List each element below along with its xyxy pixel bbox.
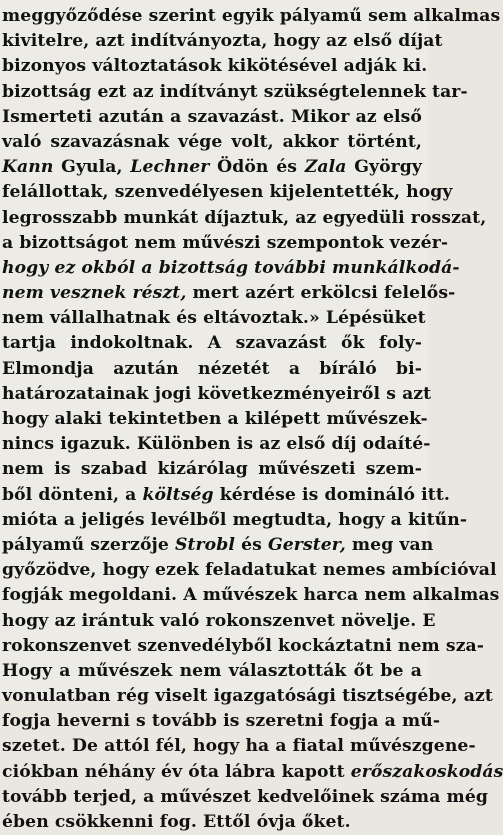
text-run: és bbox=[235, 534, 268, 555]
text-line bbox=[0, 155, 422, 180]
text-run: győzödve, hogy ezek feladatukat nemes ambícióval bbox=[2, 560, 497, 581]
article-column bbox=[0, 4, 503, 832]
text-line bbox=[0, 583, 500, 608]
text-line bbox=[0, 558, 497, 583]
text-run: legrosszabb munkát díjaztuk, az egyedüli rosszat, bbox=[2, 207, 487, 228]
text-line bbox=[0, 357, 422, 382]
text-run: kérdése is domináló itt. bbox=[213, 484, 450, 505]
text-line bbox=[0, 256, 460, 281]
text-line bbox=[0, 206, 487, 231]
text-run: bizonyos változtatások kikötésével adják ki. bbox=[2, 56, 428, 77]
text-line bbox=[0, 4, 501, 29]
text-run: határozatainak jogi következményeiről s azt bbox=[2, 383, 432, 404]
text-run: mert azért erkölcsi felelős- bbox=[186, 283, 456, 304]
text-line bbox=[0, 80, 468, 105]
italic-text-run: Strobl bbox=[174, 534, 235, 555]
text-run: meggyőződése szerint egyik pályamű sem alkalmas bbox=[2, 6, 501, 26]
text-run: meg van bbox=[345, 534, 434, 555]
text-run: a bizottságot nem művészi szempontok vezér- bbox=[2, 232, 449, 253]
text-line bbox=[0, 130, 422, 155]
text-run: Gyula, bbox=[53, 157, 131, 178]
text-run: fogják megoldani. A művészek harca nem alkalmas bbox=[2, 585, 500, 606]
text-run: ében csökkenni fog. Ettől óvja őket. bbox=[2, 812, 351, 832]
text-run: mióta a jeligés levélből megtudta, hogy a kitűn- bbox=[2, 509, 468, 530]
text-line bbox=[0, 533, 434, 558]
text-line bbox=[0, 29, 443, 54]
text-line bbox=[0, 382, 432, 407]
text-line bbox=[0, 407, 428, 432]
text-line bbox=[0, 734, 476, 759]
text-line bbox=[0, 231, 449, 256]
text-line bbox=[0, 281, 456, 306]
text-line bbox=[0, 785, 488, 810]
italic-text-run: hogy ez okból a bizottság további munkálkodá- bbox=[2, 257, 460, 278]
text-line bbox=[0, 659, 422, 684]
text-line bbox=[0, 54, 428, 79]
text-run: Ödön és bbox=[209, 157, 305, 178]
italic-text-run: Lechner bbox=[130, 157, 210, 178]
text-run: pályamű szerzője bbox=[2, 534, 175, 555]
text-run: Ismerteti azután a szavazást. Mikor az első bbox=[2, 106, 422, 127]
text-line bbox=[0, 634, 485, 659]
italic-text-run: Gerster, bbox=[267, 534, 346, 555]
text-run: hogy alaki tekintetben a kilépett művészek- bbox=[2, 409, 428, 429]
text-run: vonulatban rég viselt igazgatósági tisztségébe, azt bbox=[2, 686, 493, 707]
text-run: György bbox=[346, 157, 422, 178]
text-run: nem vállalhatnak és eltávoztak.» Lépésüket bbox=[2, 308, 426, 329]
text-line bbox=[0, 684, 493, 709]
text-line bbox=[0, 609, 436, 634]
text-run: rokonszenvet szenvedélyből kockáztatni nem sza- bbox=[2, 635, 485, 656]
text-run: felállottak, szenvedélyesen kijelentették, hogy bbox=[2, 182, 453, 203]
text-line bbox=[0, 508, 468, 533]
text-line bbox=[0, 432, 431, 457]
text-line bbox=[0, 331, 422, 356]
text-line bbox=[0, 483, 450, 508]
text-line bbox=[0, 306, 426, 331]
text-run: Elmondja azután nézetét a bíráló bi- bbox=[2, 358, 422, 379]
text-line bbox=[0, 810, 422, 835]
text-line bbox=[0, 760, 503, 785]
text-run: szetet. De attól fél, hogy ha a fiatal művészgene- bbox=[2, 736, 476, 757]
text-line bbox=[0, 180, 453, 205]
text-run: nincs igazuk. Különben is az első díj odaíté- bbox=[2, 434, 431, 455]
text-run: fogja heverni s tovább is szeretni fogja a mű- bbox=[2, 711, 441, 732]
text-run: nem is szabad kizárólag művészeti szem- bbox=[2, 459, 422, 480]
text-run: Hogy a művészek nem választották őt be a bbox=[2, 660, 422, 681]
text-run: tartja indokoltnak. A szavazást ők foly- bbox=[2, 333, 422, 354]
text-run: kivitelre, azt indítványozta, hogy az első díjat bbox=[2, 31, 443, 52]
text-line bbox=[0, 457, 422, 482]
italic-text-run: Kann bbox=[2, 157, 54, 178]
italic-text-run: költség bbox=[142, 484, 214, 505]
text-run: való szavazásnak vége volt, akkor történt, bbox=[2, 131, 422, 152]
text-run: tovább terjed, a művészet kedvelőinek száma még bbox=[2, 786, 488, 807]
text-run: hogy az irántuk való rokonszenvet növelje. E bbox=[2, 610, 436, 631]
italic-text-run: erőszakoskodás bbox=[350, 761, 503, 782]
text-run: ből dönteni, a bbox=[2, 484, 143, 505]
text-line bbox=[0, 105, 422, 130]
text-run: ciókban néhány év óta lábra kapott bbox=[2, 761, 351, 782]
text-run: bizottság ezt az indítványt szükségtelennek tar- bbox=[2, 81, 468, 102]
text-line bbox=[0, 709, 441, 734]
italic-text-run: nem vesznek részt, bbox=[2, 283, 187, 304]
italic-text-run: Zala bbox=[304, 157, 347, 178]
